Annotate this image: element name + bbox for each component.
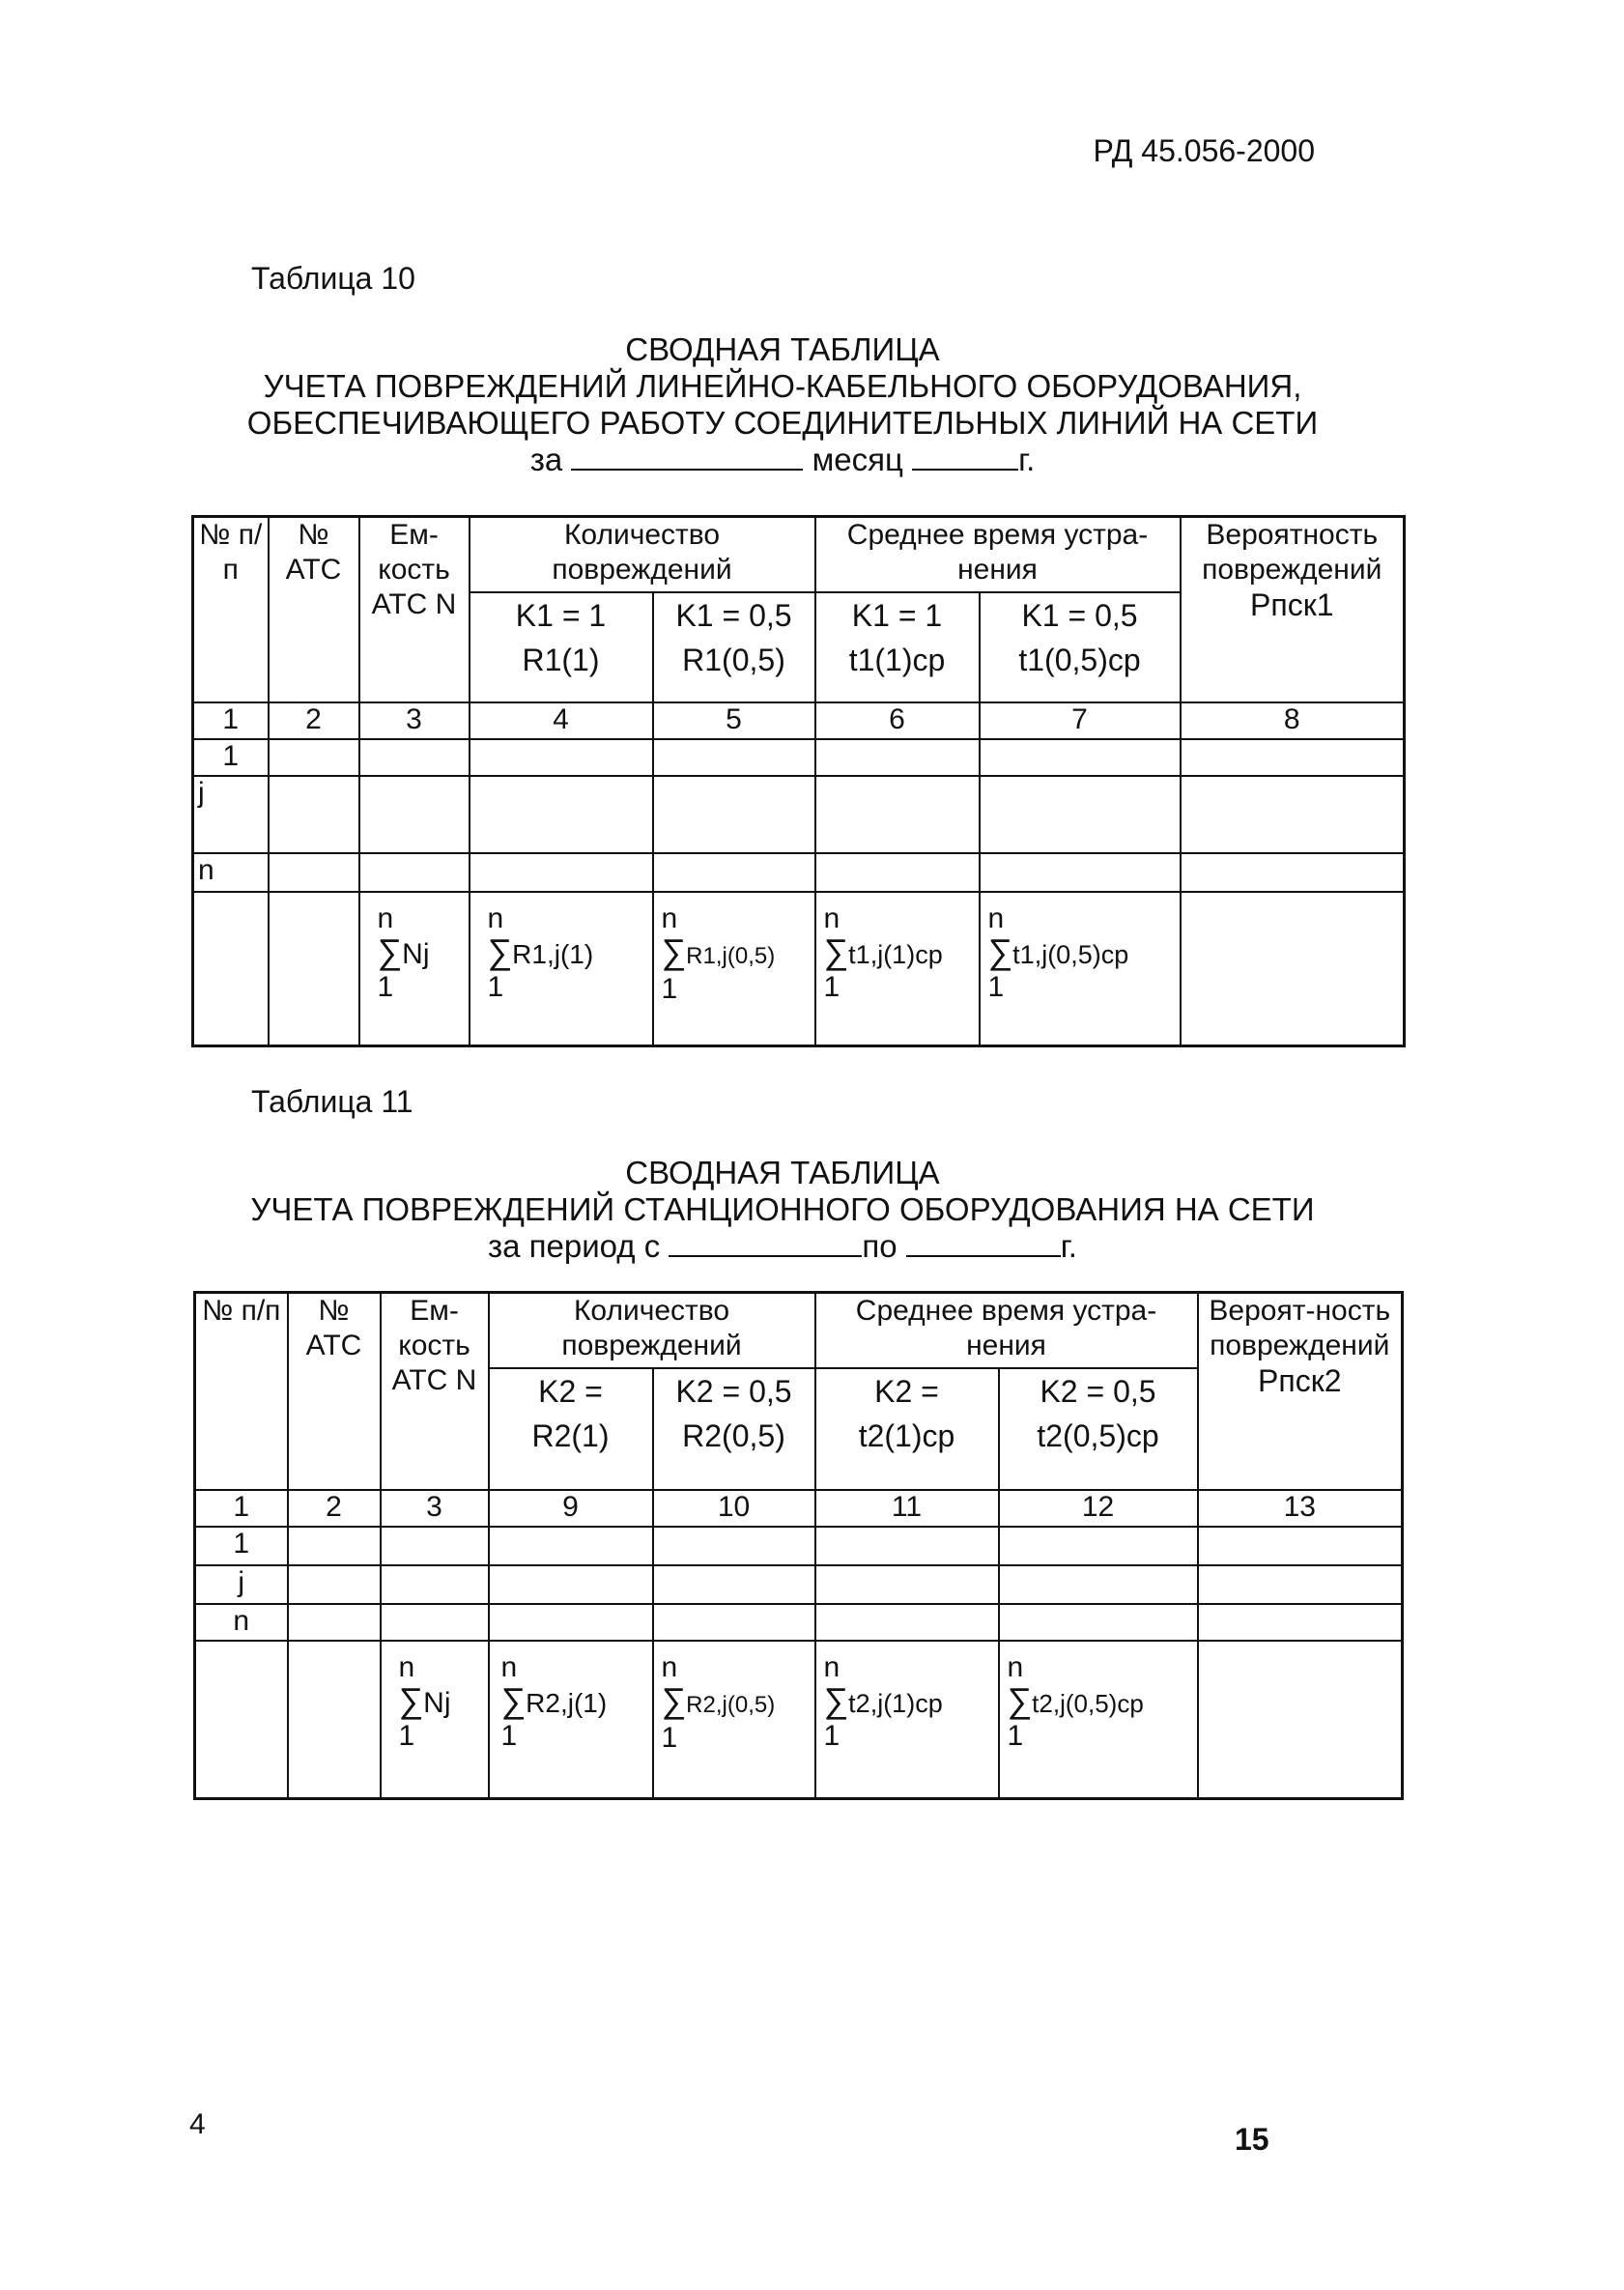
t10-col-number: 2 bbox=[269, 702, 359, 739]
table10-period: за месяц г. bbox=[529, 442, 1036, 477]
t11-col-number: 2 bbox=[288, 1490, 381, 1527]
t11-sum-t1: n ∑t2,j(1)ср 1 bbox=[815, 1641, 999, 1799]
t10-header-count: Количество повреждений bbox=[470, 517, 815, 592]
t11-k-col-4: K2 = 0,5 t2(0,5)ср bbox=[999, 1368, 1198, 1490]
t11-sum-row bbox=[195, 1641, 1403, 1799]
t11-k-col-2: K2 = 0,5 R2(0,5) bbox=[653, 1368, 815, 1490]
table-row bbox=[195, 1604, 1403, 1641]
table10-title-2: УЧЕТА ПОВРЕЖДЕНИЙ ЛИНЕЙНО-КАБЕЛЬНОГО ОБОРУДОВАНИЯ, bbox=[263, 368, 1302, 404]
t11-row-label: 1 bbox=[195, 1527, 288, 1565]
table-row bbox=[193, 853, 1405, 892]
t10-sum-capacity: n ∑Nj 1 bbox=[359, 892, 470, 1046]
t10-row-label: n bbox=[193, 853, 269, 892]
table10-caption: Таблица 10 bbox=[251, 261, 415, 296]
t11-sum-r05: n ∑R2,j(0,5) 1 bbox=[653, 1641, 815, 1799]
table11-title-2: УЧЕТА ПОВРЕЖДЕНИЙ СТАНЦИОННОГО ОБОРУДОВАНИЯ НА СЕТИ bbox=[250, 1191, 1315, 1227]
t10-col-numbers-row bbox=[193, 702, 1405, 739]
table-row bbox=[193, 776, 1405, 853]
t10-row-label: 1 bbox=[193, 739, 269, 776]
table-row bbox=[195, 1527, 1403, 1565]
t11-row-label: j bbox=[195, 1565, 288, 1604]
t10-sum-r05: n ∑R1,j(0,5) 1 bbox=[653, 892, 815, 1046]
t11-header-prob: Вероят-ность повреждений Pпск2 bbox=[1198, 1293, 1403, 1490]
t10-header-capacity: Ем-кость АТС N bbox=[359, 517, 470, 702]
t10-col-number: 7 bbox=[980, 702, 1181, 739]
t10-col-number: 5 bbox=[653, 702, 815, 739]
t11-row-label: n bbox=[195, 1604, 288, 1641]
t11-col-number: 11 bbox=[815, 1490, 999, 1527]
t11-header-count: Количество повреждений bbox=[489, 1293, 815, 1368]
t11-k-col-1: K2 = R2(1) bbox=[489, 1368, 653, 1490]
t10-row-label: j bbox=[193, 776, 269, 853]
table11-heading bbox=[0, 1155, 1565, 1265]
t11-prob-symbol: Pпск2 bbox=[1258, 1363, 1342, 1398]
t10-k-col-3: K1 = 1 t1(1)ср bbox=[815, 592, 980, 702]
t11-sum-r1: n ∑R2,j(1) 1 bbox=[489, 1641, 653, 1799]
t10-header-atc: № АТС bbox=[269, 517, 359, 702]
table11 bbox=[193, 1291, 1404, 1800]
page-marker-left: 4 bbox=[189, 2108, 206, 2140]
table11-caption: Таблица 11 bbox=[251, 1084, 413, 1119]
page-number: 15 bbox=[1235, 2122, 1269, 2157]
t11-col-number: 9 bbox=[489, 1490, 653, 1527]
t10-sum-r1: n ∑R1,j(1) 1 bbox=[470, 892, 653, 1046]
document-code: РД 45.056-2000 bbox=[1093, 133, 1315, 168]
table11-title-1: СВОДНАЯ ТАБЛИЦА bbox=[625, 1155, 940, 1190]
t10-header-num: № п/п bbox=[193, 517, 269, 702]
t11-header-num: № п/п bbox=[195, 1293, 288, 1490]
table10-title-3: ОБЕСПЕЧИВАЮЩЕГО РАБОТУ СОЕДИНИТЕЛЬНЫХ ЛИНИЙ НА СЕТИ bbox=[246, 405, 1319, 441]
t11-col-number: 3 bbox=[381, 1490, 489, 1527]
t11-sum-t05: n ∑t2,j(0,5)ср 1 bbox=[999, 1641, 1198, 1799]
table-row bbox=[193, 739, 1405, 776]
t10-col-number: 4 bbox=[470, 702, 653, 739]
t11-header-capacity: Ем-кость АТС N bbox=[381, 1293, 489, 1490]
table-row bbox=[195, 1565, 1403, 1604]
t10-col-number: 8 bbox=[1181, 702, 1405, 739]
table11-period: за период с по г. bbox=[488, 1228, 1077, 1264]
t10-prob-symbol: Pпск1 bbox=[1250, 587, 1334, 622]
t10-sum-t1: n ∑t1,j(1)ср 1 bbox=[815, 892, 980, 1046]
t10-k-col-2: K1 = 0,5 R1(0,5) bbox=[653, 592, 815, 702]
t11-sum-capacity: n ∑Nj 1 bbox=[381, 1641, 489, 1799]
table10-heading bbox=[0, 331, 1565, 478]
t10-header-prob: Вероятность повреждений Pпск1 bbox=[1181, 517, 1405, 702]
t10-header-avg-time: Среднее время устра-нения bbox=[815, 517, 1181, 592]
t11-col-numbers-row bbox=[195, 1490, 1403, 1527]
t10-col-number: 6 bbox=[815, 702, 980, 739]
table10-title-1: СВОДНАЯ ТАБЛИЦА bbox=[625, 331, 940, 367]
t11-col-number: 12 bbox=[999, 1490, 1198, 1527]
table10 bbox=[191, 515, 1406, 1047]
t10-sum-row bbox=[193, 892, 1405, 1046]
t10-col-number: 3 bbox=[359, 702, 470, 739]
t10-col-number: 1 bbox=[193, 702, 269, 739]
t11-col-number: 13 bbox=[1198, 1490, 1403, 1527]
t11-k-col-3: K2 = t2(1)ср bbox=[815, 1368, 999, 1490]
t11-header-avg-time: Среднее время устра-нения bbox=[815, 1293, 1198, 1368]
t10-k-col-4: K1 = 0,5 t1(0,5)ср bbox=[980, 592, 1181, 702]
t10-sum-t05: n ∑t1,j(0,5)ср 1 bbox=[980, 892, 1181, 1046]
t11-col-number: 10 bbox=[653, 1490, 815, 1527]
t11-header-atc: № АТС bbox=[288, 1293, 381, 1490]
t11-col-number: 1 bbox=[195, 1490, 288, 1527]
t10-k-col-1: K1 = 1 R1(1) bbox=[470, 592, 653, 702]
